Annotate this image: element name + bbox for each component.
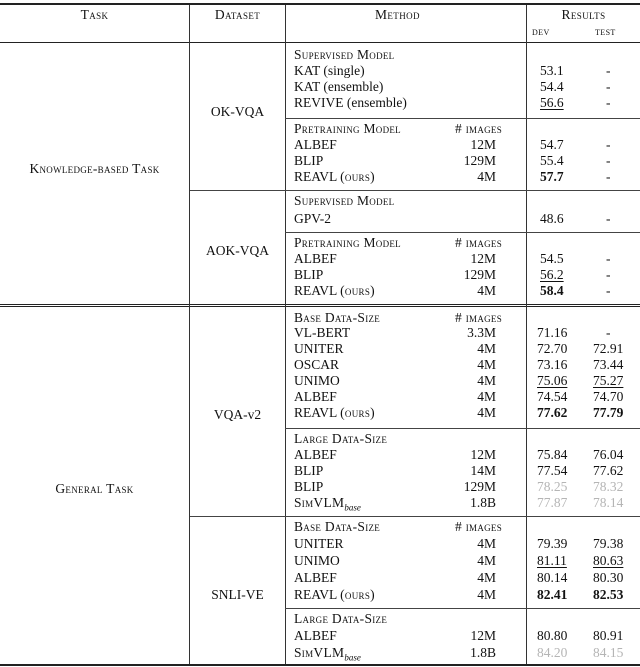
aokvqa-supervised-title: Supervised Model xyxy=(294,193,395,208)
vqav2-base-test-4: 74.70 xyxy=(593,389,624,404)
okvqa-pretraining-title: Pretraining Model xyxy=(294,121,401,136)
vqav2-base-dev-2: 73.16 xyxy=(537,357,568,372)
snlive-large-images-1: 1.8B xyxy=(470,645,496,660)
vqav2-base-method-1: UNITER xyxy=(294,341,344,356)
okvqa-pre-method-2 xyxy=(294,169,375,185)
okvqa-sup-dev-0: 53.1 xyxy=(540,63,564,78)
header-dev: dev xyxy=(532,24,550,38)
aokvqa-pre-dev-0: 54.5 xyxy=(540,251,564,266)
snlive-large-test-0: 80.91 xyxy=(593,628,624,643)
snlive-base-images-0: 4M xyxy=(477,536,496,551)
aokvqa-pre-images-0: 12M xyxy=(470,251,496,266)
vqav2-large-title: Large Data-Size xyxy=(294,431,388,446)
header-method: Method xyxy=(375,7,420,22)
aokvqa-pre-test-0: - xyxy=(606,251,611,266)
section-rule-2 xyxy=(0,306,640,307)
vqav2-large-dev-0: 75.84 xyxy=(537,447,568,462)
aokvqa-pre-test-2: - xyxy=(606,283,611,298)
method-subscript: base xyxy=(344,502,361,513)
vqav2-large-method-2: BLIP xyxy=(294,479,324,494)
aokvqa-sup-test-0: - xyxy=(606,211,611,226)
vqav2-base-test-5: 77.79 xyxy=(593,405,624,420)
okvqa-supervised-title: Supervised Model xyxy=(294,47,395,62)
vqav2-base-method-2: OSCAR xyxy=(294,357,340,372)
vqav2-base-test-3: 75.27 xyxy=(593,373,624,388)
header-results: Results xyxy=(561,7,606,22)
method-name: REAVL xyxy=(294,169,337,184)
vqav2-base-images-1: 4M xyxy=(477,341,496,356)
snlive-base-test-0: 79.38 xyxy=(593,536,624,551)
method-name: REAVL xyxy=(294,405,337,420)
okvqa-sup-method-2: REVIVE (ensemble) xyxy=(294,95,407,110)
snlive-large-dev-1: 84.20 xyxy=(537,645,568,660)
vqav2-base-test-1: 72.91 xyxy=(593,341,624,356)
aokvqa-sup-method-0: GPV-2 xyxy=(294,211,332,226)
vqav2-base-images-3: 4M xyxy=(477,373,496,388)
header-task: Task xyxy=(80,7,109,22)
header-dataset: Dataset xyxy=(214,7,261,22)
vqav2-base-dev-1: 72.70 xyxy=(537,341,568,356)
method-name: SimVLM xyxy=(294,495,345,510)
divider-aokvqa-sup xyxy=(285,232,640,233)
okvqa-sup-test-2: - xyxy=(606,95,611,110)
vqav2-base-dev-5: 77.62 xyxy=(537,405,568,420)
vqav2-base-dev-4: 74.54 xyxy=(537,389,568,404)
vqav2-large-method-3 xyxy=(294,495,361,516)
vqav2-base-method-5 xyxy=(294,405,375,421)
snlive-base-images-3: 4M xyxy=(477,587,496,602)
vqav2-large-images-0: 12M xyxy=(470,447,496,462)
vqav2-large-test-1: 77.62 xyxy=(593,463,624,478)
aokvqa-pretraining-title: Pretraining Model xyxy=(294,235,401,250)
ours-tag: (ours) xyxy=(340,283,375,298)
aokvqa-pre-dev-1: 56.2 xyxy=(540,267,564,282)
snlive-base-dev-0: 79.39 xyxy=(537,536,568,551)
vqav2-large-images-3: 1.8B xyxy=(470,495,496,510)
divider-okvqa-aokvqa xyxy=(190,190,640,191)
okvqa-sup-dev-2: 56.6 xyxy=(540,95,564,110)
vqav2-base-method-3: UNIMO xyxy=(294,373,340,388)
col-rule-2 xyxy=(285,5,286,664)
vqav2-large-dev-1: 77.54 xyxy=(537,463,568,478)
okvqa-sup-test-1: - xyxy=(606,79,611,94)
vqav2-base-dev-0: 71.16 xyxy=(537,325,568,340)
vqav2-base-test-0: - xyxy=(606,325,611,340)
divider-okvqa-sup xyxy=(285,118,640,119)
aokvqa-pre-test-1: - xyxy=(606,267,611,282)
vqav2-base-method-0: VL-BERT xyxy=(294,325,351,340)
aokvqa-pre-dev-2: 58.4 xyxy=(540,283,564,298)
snlive-large-test-1: 84.15 xyxy=(593,645,624,660)
ours-tag: (ours) xyxy=(340,405,375,420)
vqav2-base-title: Base Data-Size xyxy=(294,310,381,325)
aokvqa-pre-method-2 xyxy=(294,283,375,299)
aokvqa-pre-method-1: BLIP xyxy=(294,267,324,282)
ours-tag: (ours) xyxy=(340,587,375,602)
vqav2-base-dev-3: 75.06 xyxy=(537,373,568,388)
okvqa-pre-method-0: ALBEF xyxy=(294,137,337,152)
header-rule xyxy=(0,42,640,43)
snlive-large-images-0: 12M xyxy=(470,628,496,643)
task-knowledge: Knowledge-based Task xyxy=(29,161,160,176)
snlive-base-test-3: 82.53 xyxy=(593,587,624,602)
divider-vqav2-base xyxy=(285,428,640,429)
snlive-base-images-1: 4M xyxy=(477,553,496,568)
vqav2-base-method-4: ALBEF xyxy=(294,389,337,404)
vqav2-base-images-2: 4M xyxy=(477,357,496,372)
snlive-large-method-1 xyxy=(294,645,361,666)
vqav2-large-method-0: ALBEF xyxy=(294,447,337,462)
okvqa-pre-dev-2: 57.7 xyxy=(540,169,564,184)
vqav2-large-images-2: 129M xyxy=(463,479,496,494)
vqav2-base-images-0: 3.3M xyxy=(467,325,496,340)
method-name: REAVL xyxy=(294,587,337,602)
snlive-large-dev-0: 80.80 xyxy=(537,628,568,643)
vqav2-large-dev-3: 77.87 xyxy=(537,495,568,510)
snlive-base-dev-1: 81.11 xyxy=(537,553,567,568)
okvqa-sup-method-0: KAT (single) xyxy=(294,63,365,78)
aokvqa-images-header: # images xyxy=(455,235,503,250)
vqav2-base-images-4: 4M xyxy=(477,389,496,404)
okvqa-sup-test-0: - xyxy=(606,63,611,78)
aokvqa-pre-method-0: ALBEF xyxy=(294,251,337,266)
ours-tag: (ours) xyxy=(340,169,375,184)
vqav2-large-test-3: 78.14 xyxy=(593,495,624,510)
okvqa-pre-dev-0: 54.7 xyxy=(540,137,564,152)
header-test: test xyxy=(595,24,616,38)
okvqa-pre-images-2: 4M xyxy=(477,169,496,184)
snlive-base-dev-2: 80.14 xyxy=(537,570,568,585)
dataset-snlive: SNLI-VE xyxy=(211,587,264,602)
okvqa-pre-method-1: BLIP xyxy=(294,153,324,168)
snlive-base-test-2: 80.30 xyxy=(593,570,624,585)
divider-vqav2-snlive xyxy=(190,516,640,517)
vqav2-images-header: # images xyxy=(455,310,503,325)
snlive-images-header: # images xyxy=(455,519,503,534)
snlive-large-method-0: ALBEF xyxy=(294,628,337,643)
top-rule xyxy=(0,3,640,5)
okvqa-images-header: # images xyxy=(455,121,503,136)
method-name: REAVL xyxy=(294,283,337,298)
okvqa-sup-method-1: KAT (ensemble) xyxy=(294,79,384,94)
snlive-base-method-2: ALBEF xyxy=(294,570,337,585)
vqav2-large-images-1: 14M xyxy=(470,463,496,478)
snlive-base-images-2: 4M xyxy=(477,570,496,585)
method-subscript: base xyxy=(344,652,361,663)
vqav2-large-test-0: 76.04 xyxy=(593,447,624,462)
okvqa-pre-images-0: 12M xyxy=(470,137,496,152)
dataset-aokvqa: AOK-VQA xyxy=(206,243,269,258)
snlive-base-title: Base Data-Size xyxy=(294,519,381,534)
okvqa-pre-test-2: - xyxy=(606,169,611,184)
section-rule xyxy=(0,304,640,305)
okvqa-pre-test-0: - xyxy=(606,137,611,152)
snlive-base-method-3 xyxy=(294,587,375,603)
method-name: SimVLM xyxy=(294,645,345,660)
aokvqa-pre-images-1: 129M xyxy=(463,267,496,282)
divider-snlive-base xyxy=(285,608,640,609)
aokvqa-sup-dev-0: 48.6 xyxy=(540,211,564,226)
snlive-base-dev-3: 82.41 xyxy=(537,587,568,602)
task-general: General Task xyxy=(55,481,134,496)
okvqa-sup-dev-1: 54.4 xyxy=(540,79,564,94)
aokvqa-pre-images-2: 4M xyxy=(477,283,496,298)
col-rule-3 xyxy=(526,5,527,664)
okvqa-pre-images-1: 129M xyxy=(463,153,496,168)
snlive-base-method-1: UNIMO xyxy=(294,553,340,568)
snlive-base-test-1: 80.63 xyxy=(593,553,624,568)
vqav2-large-test-2: 78.32 xyxy=(593,479,624,494)
snlive-large-title: Large Data-Size xyxy=(294,611,388,626)
dataset-vqav2: VQA-v2 xyxy=(213,407,262,422)
vqav2-base-images-5: 4M xyxy=(477,405,496,420)
vqav2-large-method-1: BLIP xyxy=(294,463,324,478)
okvqa-pre-dev-1: 55.4 xyxy=(540,153,564,168)
okvqa-pre-test-1: - xyxy=(606,153,611,168)
dataset-okvqa: OK-VQA xyxy=(210,104,265,119)
vqav2-base-test-2: 73.44 xyxy=(593,357,624,372)
vqav2-large-dev-2: 78.25 xyxy=(537,479,568,494)
snlive-base-method-0: UNITER xyxy=(294,536,344,551)
